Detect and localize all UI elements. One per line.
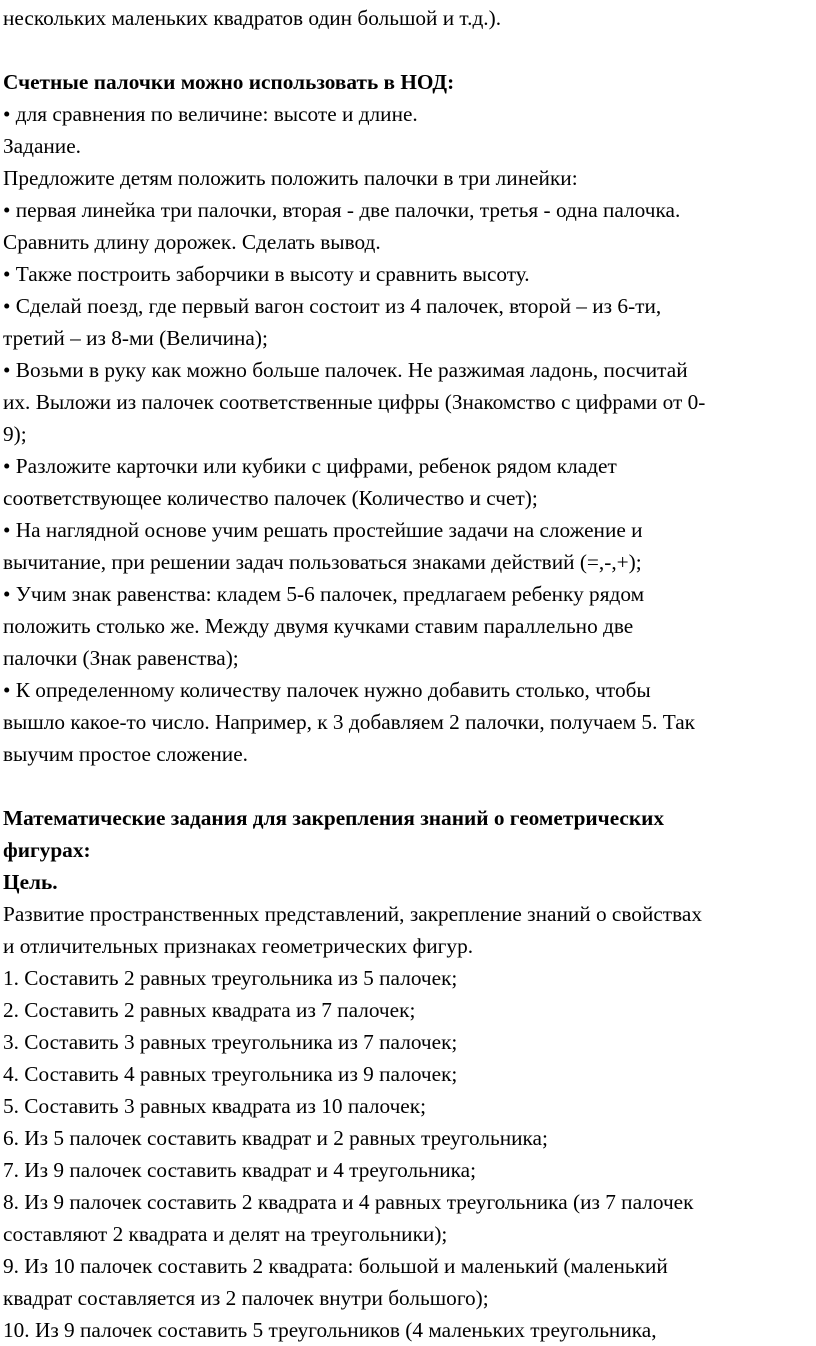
text-line: палочки (Знак равенства); bbox=[3, 646, 239, 670]
text-line: • первая линейка три палочки, вторая - две палочки, третья - одна палочка. bbox=[3, 198, 681, 222]
task-item: 3. Составить 3 равных треугольника из 7 палочек; bbox=[3, 1030, 458, 1054]
task-item: 7. Из 9 палочек составить квадрат и 4 треугольника; bbox=[3, 1158, 477, 1182]
text-line: положить столько же. Между двумя кучками ставим параллельно две bbox=[3, 614, 634, 638]
text-line: вышло какое-то число. Например, к 3 добавляем 2 палочки, получаем 5. Так bbox=[3, 710, 696, 734]
task-item: квадрат составляется из 2 палочек внутри большого); bbox=[3, 1286, 489, 1310]
task-item: 5. Составить 3 равных квадрата из 10 палочек; bbox=[3, 1094, 427, 1118]
task-item: 4. Составить 4 равных треугольника из 9 палочек; bbox=[3, 1062, 458, 1086]
task-item: 6. Из 5 палочек составить квадрат и 2 равных треугольника; bbox=[3, 1126, 548, 1150]
text-line: их. Выложи из палочек соответственные цифры (Знакомство с цифрами от 0- bbox=[3, 390, 706, 414]
text-line: • На наглядной основе учим решать простейшие задачи на сложение и bbox=[3, 518, 643, 542]
text-line: • Учим знак равенства: кладем 5-6 палочек, предлагаем ребенку рядом bbox=[3, 582, 645, 606]
text-line: соответствующее количество палочек (Количество и счет); bbox=[3, 486, 538, 510]
task-item: составляют 2 квадрата и делят на треугольники); bbox=[3, 1222, 448, 1246]
paragraph-gap bbox=[3, 770, 812, 802]
task-item: 10. Из 9 палочек составить 5 треугольников (4 маленьких треугольника, bbox=[3, 1318, 657, 1342]
text-line: • Также построить заборчики в высоту и сравнить высоту. bbox=[3, 262, 530, 286]
intro-tail-line: нескольких маленьких квадратов один большой и т.д.). bbox=[3, 6, 502, 30]
text-line: Задание. bbox=[3, 134, 81, 158]
text-line: • К определенному количеству палочек нужно добавить столько, чтобы bbox=[3, 678, 651, 702]
text-line: • для сравнения по величине: высоте и длине. bbox=[3, 102, 418, 126]
text-line: вычитание, при решении задач пользоваться знаками действий (=,-,+); bbox=[3, 550, 642, 574]
text-line: Развитие пространственных представлений, закрепление знаний о свойствах bbox=[3, 902, 702, 926]
text-line: 9); bbox=[3, 422, 27, 446]
text-line: и отличительных признаках геометрических фигур. bbox=[3, 934, 474, 958]
text-line: выучим простое сложение. bbox=[3, 742, 248, 766]
text-line: третий – из 8-ми (Величина); bbox=[3, 326, 268, 350]
task-item: 2. Составить 2 равных квадрата из 7 палочек; bbox=[3, 998, 416, 1022]
text-line: Предложите детям положить положить палочки в три линейки: bbox=[3, 166, 578, 190]
section2-heading: Математические задания для закрепления знаний о геометрических bbox=[3, 806, 665, 830]
task-item: 1. Составить 2 равных треугольника из 5 палочек; bbox=[3, 966, 458, 990]
section1-heading: Счетные палочки можно использовать в НОД: bbox=[3, 70, 455, 94]
text-line: • Сделай поезд, где первый вагон состоит из 4 палочек, второй – из 6-ти, bbox=[3, 294, 662, 318]
text-line: Сравнить длину дорожек. Сделать вывод. bbox=[3, 230, 381, 254]
text-line: • Возьми в руку как можно больше палочек. Не разжимая ладонь, посчитай bbox=[3, 358, 688, 382]
task-item: 9. Из 10 палочек составить 2 квадрата: большой и маленький (маленький bbox=[3, 1254, 668, 1278]
paragraph-gap bbox=[3, 34, 812, 66]
task-item: 8. Из 9 палочек составить 2 квадрата и 4 равных треугольника (из 7 палочек bbox=[3, 1190, 694, 1214]
section2-heading-continued: фигурах: bbox=[3, 838, 91, 862]
goal-label: Цель. bbox=[3, 870, 58, 894]
text-line: • Разложите карточки или кубики с цифрами, ребенок рядом кладет bbox=[3, 454, 617, 478]
